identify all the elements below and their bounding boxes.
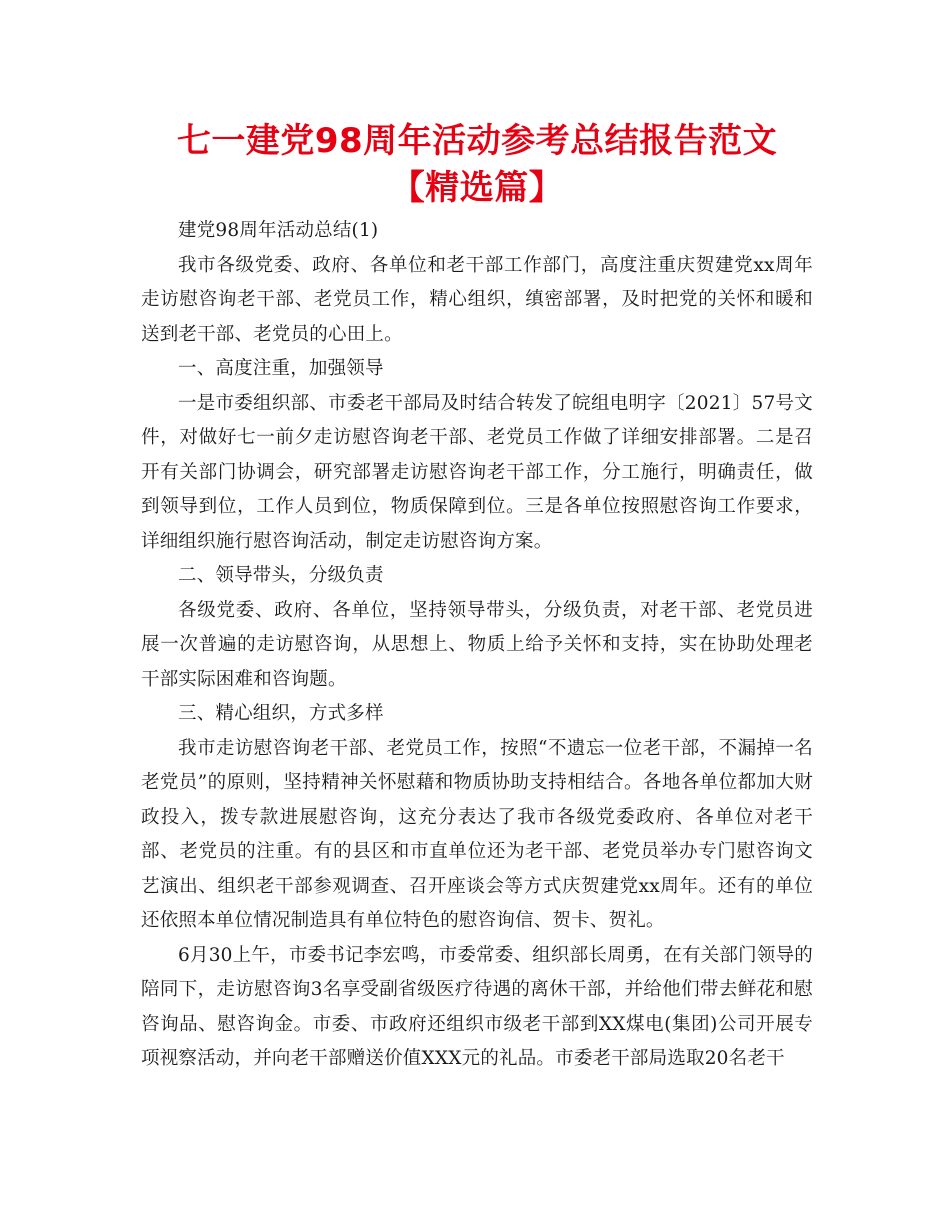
section-heading-1: 一、高度注重，加强领导 <box>178 358 384 379</box>
document-body <box>141 214 813 1077</box>
paragraph-4: 6月30上午，市委书记李宏鸣，市委常委、组织部长周勇，在有关部门领导的陪同下，走访慰咨询3名享受副省级医疗待遇的离休干部，并给他们带去鲜花和慰咨询品、慰咨询金。市委、市政府还组织市级老干部到XX煤电(集团)公司开展专项视察活动，并向老干部赠送价值XXX元的礼品。市委老干部局选取20名老干 <box>141 944 813 1069</box>
paragraph-2: 各级党委、政府、各单位，坚持领导带头，分级负责，对老干部、老党员进展一次普遍的走访慰咨询，从思想上、物质上给予关怀和支持，实在协助处理老干部实际困难和咨询题。 <box>141 599 813 690</box>
paragraph-intro: 我市各级党委、政府、各单位和老干部工作部门，高度注重庆贺建党xx周年走访慰咨询老干部、老党员工作，精心组织，缜密部署，及时把党的关怀和暖和送到老干部、老党员的心田上。 <box>141 254 813 345</box>
document-title: 七一建党98周年活动参考总结报告范文【精选篇】 <box>176 121 778 208</box>
paragraph-3: 我市走访慰咨询老干部、老党员工作，按照“不遗忘一位老干部，不漏掉一名老党员”的原则，坚持精神关怀慰藉和物质协助支持相结合。各地各单位都加大财政投入，拨专款进展慰咨询，这充分表达了我市各级党委政府、各单位对老干部、老党员的注重。有的县区和市直单位还为老干部、老党员举办专门慰咨询文艺演出、组织老干部参观调查、召开座谈会等方式庆贺建党xx周年。还有的单位还依照本单位情况制造具有单位特色的慰咨询信、贺卡、贺礼。 <box>141 737 813 931</box>
section-heading-3: 三、精心组织，方式多样 <box>178 703 384 724</box>
section-heading-2: 二、领导带头，分级负责 <box>178 565 384 586</box>
paragraph-1: 一是市委组织部、市委老干部局及时结合转发了皖组电明字〔2021〕57号文件，对做好七一前夕走访慰咨询老干部、老党员工作做了详细安排部署。二是召开有关部门协调会，研究部署走访慰咨询老干部工作，分工施行，明确责任，做到领导到位，工作人员到位，物质保障到位。三是各单位按照慰咨询工作要求，详细组织施行慰咨询活动，制定走访慰咨询方案。 <box>141 392 813 552</box>
document-page <box>141 118 813 1077</box>
section-subhead-1: 建党98周年活动总结(1) <box>178 220 379 241</box>
